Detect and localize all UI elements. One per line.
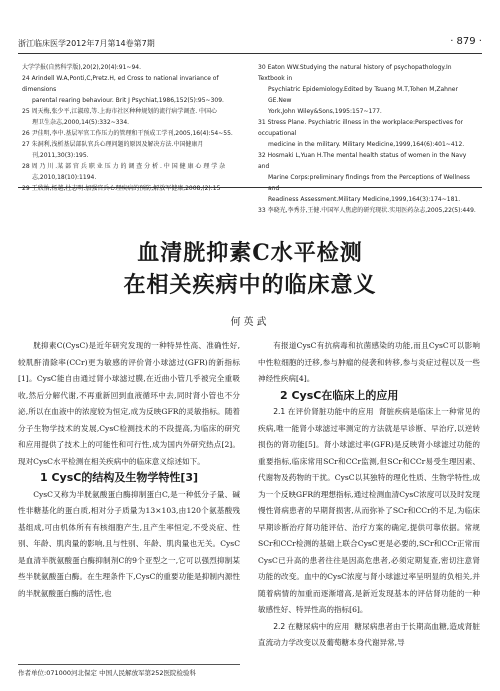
reference-item: 29 王欣怡,杨越,杜志明.加强官兵心理疾病的预防,解放军健康,2008,(2):15 [22,185,221,192]
subsection-2-2-paragraph: 2.2 在糖尿病中的应用 糖尿病患者由于长期高血糖,造成肾脏直流动力学改变以及葡萄糖本身代谢异常,导 [258,621,481,647]
references-rule [18,187,482,188]
paragraph: 有报道CysC有抗病毒和抗菌感染的功能,而且CysC可以影响中性粒细胞的迁移,参与肿瘤的侵袭和转移,参与炎症过程以及一些神经性疾病[4]。 [258,341,480,383]
journal-info: 浙江临床医学2012年7月第14卷第7期 [18,39,155,48]
running-header [18,36,482,52]
reference-item: 26 尹佳明,李中.基层军官工作压力的管理和干预成工学刊,2005,16(4):54~55. [22,130,233,137]
reference-item: 28 周 乃 川 .某 部 官 兵 职 业 压 力 的 调 查 分 析 . 中 国 健 康 心 理 学 杂 志,2010,18(10):1194. [22,163,226,181]
reference-item: 33 李晓光,李秀芬,王健.中国军人焦虑的研究现状.实用医药杂志,2005,22(5):449. [258,207,476,214]
reference-item: 25 周天梅,张少平,江淑琼,等.上海市社区种种规划的流行病学调查. 中国心 理卫生杂志,2000,14(5):332~334. [22,108,218,126]
subsection-2-1-paragraph: 2.1 在评价肾脏功能中的应用 肾脏疾病是临床上一种常见的疾病,唯一能肾小球滤过率测定的方法就是早诊断、早治疗,以逆转损伤的肾功能[5]。肾小球滤过率(GFR)是反映肾小球滤过功能的重要指标,临床常用SCr和CCr监测,但SCr和CCr易受生理因素、代谢物及药物的干扰。CysC以其独特的理化性质、生物学特性,成为一个反映GFR的理想指标,通过检测血清CysC浓度可以及时发现慢性肾病患者的早期肾损害,从而弥补了SCr和CCr的不足,为临床早期诊断治疗肾功能评估、治疗方案的确定,提供可靠依据。常规SCr和CCr检测的基础上联合CysC更是必要的,SCr和CCr正常而CysC已升高的患者往往是因高危患者,必须定期复查,密切注意肾功能的改变。血中的CysC浓度与肾小球滤过率呈明显的负相关,并随着病情的加重而逐渐增高,是新近发现基本的评估肾功能的一种敏感性好、特异性高的指标[6]。 [258,407,480,614]
reference-item: 32 Hosmaki L,Yuan H.The mental health status of women in the Navy and Marine Corps:preliminary findings from the Perceptions of Wellness and Readiness Assessment.Military Medicine,1999,164(3):174~181. [258,152,470,203]
page-number: · 879 · [450,36,482,47]
article-title-line-2: 在相关疾病中的临床意义 [123,272,377,298]
reference-item: 31 Stress Plane. Psychiatric illness in the workplace:Perspectives for occupational medicine in the military. Military Medicine,1999,164(6):401~412. [258,119,465,148]
section-2-heading: 2 CysC在临床上的应用 [280,388,399,402]
subsection-2-1-heading: 2.1 在评价肾脏功能中的应用 [273,407,374,416]
references-right [258,62,478,216]
section-1-paragraph: CysC又称为半胱氨酸蛋白酶抑制蛋白C,是一种低分子量、碱性非糖基化的蛋白质,相对分子质量为13×103,由120个氨基酸残基组成,可由机体所有有核细胞产生,且产生率恒定,不受炎症、性别、年龄、肌肉量的影响,且与性别、年龄、肌肉量也无关。CysC是血清半胱氨酸蛋白酶抑制剂C的9个亚型之一,它可以强烈抑制某些半胱氨酸蛋白酶。在生理条件下,CysC的重要功能是抑制内源性的半胱氨酸蛋白酶的活性,也 [18,489,240,598]
reference-item: 大学学报(自然科学版),20(2),20(4):91~94. [22,64,141,71]
author-name: 何英武 [230,317,270,328]
subsection-2-2-heading: 2.2 在糖尿病中的应用 [273,621,350,631]
reference-item: 24 Arindell W.A,Ponti,C,Pretz.H, ed Cross to national invariance of dimensions parental rearing behaviour. Brit J Psychiat,1986,152(5):95~309. [22,75,224,104]
author-affiliation-footnote: 作者单位:071000河北保定 中国人民解放军第252医院检验科 [18,664,240,677]
header-rule [18,53,482,54]
reference-item: 30 Eaton WW.Studying the natural history of psychopathology.In Textbook in Psychiatric Epidemiology.Edited by Tsuang M.T,Tohen M,Zahner GE.New York,John Wiley&Sons,1995:157~177. [258,64,458,115]
body-column-left [18,338,240,602]
article-title-line-1: 血清胱抑素C水平检测 [137,240,363,266]
reference-item: 27 朱洞利,浅析基层部队官兵心理问题的原因及解决方法.中国健康月 刊,2011,30(3):195. [22,141,204,159]
body-column-right [258,338,480,652]
intro-paragraph: 胱抑素C(CysC)是近年研究发现的一种特异性高、准确性好,较肌酐清除率(CCr)更为敏感的评价肾小球滤过(GFR)的新指标[1]。CysC能自由通过肾小球滤过膜,在近曲小管几乎被完全重吸收,然后分解代谢,不再重新回到血液循环中去,同时肾小管也不分泌,所以在血液中的浓度较为恒定,成为反映GFR的灵敏指标。随着分子生物学技术的发展,CysC检测技术的不段提高,为临床的研究和应用提供了技术上的可能性和可行性,成为国内外研究热点[2]。现对CysC水平检测在相关疾病中的临床意义综述如下。 [18,341,240,466]
references-left [22,62,240,194]
section-1-heading: 1 CysC的结构及生物学特性[3] [40,471,199,484]
